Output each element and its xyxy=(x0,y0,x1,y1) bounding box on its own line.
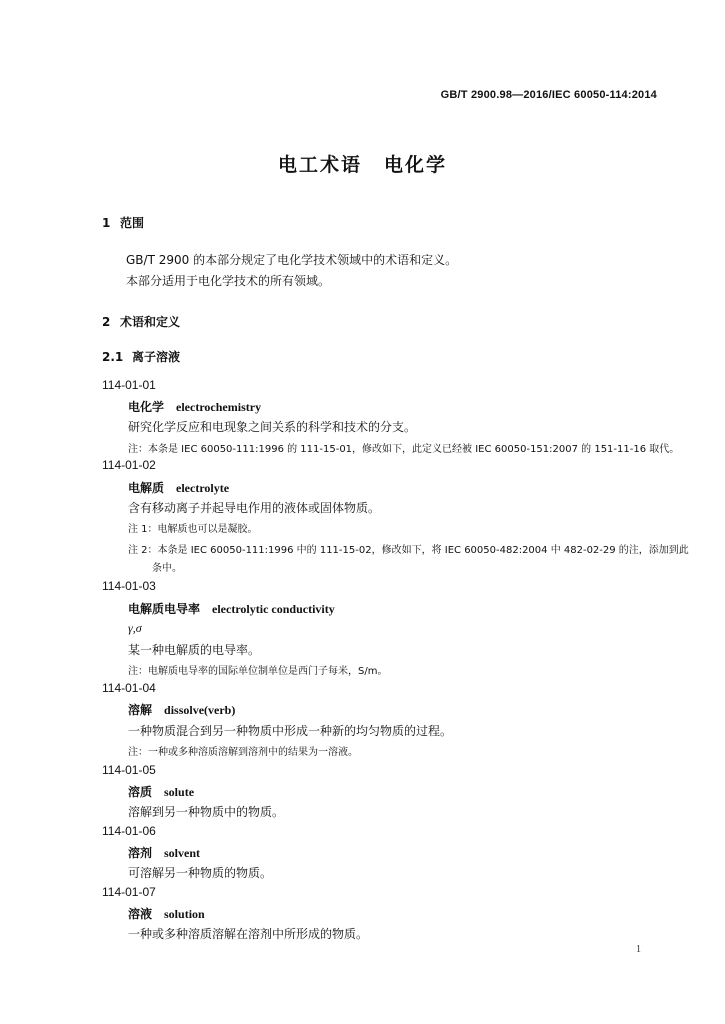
section-title: 离子溶液 xyxy=(132,350,181,364)
section-number: 1 xyxy=(102,216,111,230)
term-zh: 电解质电导率 xyxy=(128,602,201,616)
page-number: 1 xyxy=(636,944,641,955)
note: 注：本条是 IEC 60050-111:1996 的 111-15-01，修改如下，此定义已经被 IEC 60050-151:2007 的 151-11-16 取代。 xyxy=(128,444,680,455)
term-en: solvent xyxy=(164,846,201,860)
section-title: 范围 xyxy=(120,216,145,230)
term-en: dissolve(verb) xyxy=(164,703,236,717)
term xyxy=(128,600,335,617)
term xyxy=(128,844,200,861)
term-zh: 溶质 xyxy=(128,785,153,799)
term xyxy=(128,701,235,718)
definition: 溶解到另一种物质中的物质。 xyxy=(128,805,285,819)
term-en: electrolyte xyxy=(176,481,230,495)
note: 注：电解质电导率的国际单位制单位是西门子每米，S/m。 xyxy=(128,666,388,677)
scope-paragraph-1: GB/T 2900 的本部分规定了电化学技术领域中的术语和定义。 xyxy=(126,253,458,267)
entry-number: 114-01-06 xyxy=(102,824,156,838)
note: 注 2：本条是 IEC 60050-111:1996 中的 111-15-02，修改如下，将 IEC 60050-482:2004 中 482-02-29 的注，添加到此 xyxy=(128,545,689,556)
title-part2: 电化学 xyxy=(384,154,448,176)
section-number: 2.1 xyxy=(102,350,124,364)
scope-paragraph-2: 本部分适用于电化学技术的所有领域。 xyxy=(126,274,331,288)
entry-number: 114-01-03 xyxy=(102,579,156,593)
term-en: electrolytic conductivity xyxy=(212,602,335,616)
entry-number: 114-01-04 xyxy=(102,681,156,695)
term-zh: 电化学 xyxy=(128,400,165,414)
term xyxy=(128,479,229,496)
definition: 某一种电解质的电导率。 xyxy=(128,643,261,657)
entry-number: 114-01-05 xyxy=(102,763,156,777)
note-continuation: 条中。 xyxy=(152,563,182,574)
definition: 一种或多种溶质溶解在溶剂中所形成的物质。 xyxy=(128,927,369,941)
definition: 可溶解另一种物质的物质。 xyxy=(128,866,273,880)
definition: 含有移动离子并起导电作用的液体或固体物质。 xyxy=(128,501,381,515)
entry-number: 114-01-01 xyxy=(102,378,156,392)
term-zh: 溶解 xyxy=(128,703,153,717)
term xyxy=(128,398,261,415)
definition: 研究化学反应和电现象之间关系的科学和技术的分支。 xyxy=(128,420,417,434)
standard-number: GB/T 2900.98—2016/IEC 60050-114:2014 xyxy=(440,89,657,101)
note: 注：一种或多种溶质溶解到溶剂中的结果为一溶液。 xyxy=(128,747,358,758)
term-zh: 溶剂 xyxy=(128,846,153,860)
term-en: solution xyxy=(164,907,205,921)
term-en: solute xyxy=(164,785,195,799)
term-zh: 电解质 xyxy=(128,481,165,495)
section-2-heading xyxy=(102,313,180,330)
section-2-1-heading xyxy=(102,348,180,365)
entry-number: 114-01-02 xyxy=(102,458,156,472)
symbol: γ,σ xyxy=(128,621,142,635)
section-title: 术语和定义 xyxy=(120,315,181,329)
section-1-heading xyxy=(102,214,144,231)
section-number: 2 xyxy=(102,315,111,329)
term xyxy=(128,783,194,800)
term xyxy=(128,905,205,922)
title-part1: 电工术语 xyxy=(277,154,362,176)
definition: 一种物质混合到另一种物质中形成一种新的均匀物质的过程。 xyxy=(128,724,453,738)
page-title xyxy=(0,150,725,177)
entry-number: 114-01-07 xyxy=(102,885,156,899)
term-en: electrochemistry xyxy=(176,400,262,414)
term-zh: 溶液 xyxy=(128,907,153,921)
note: 注 1：电解质也可以是凝胶。 xyxy=(128,524,258,535)
